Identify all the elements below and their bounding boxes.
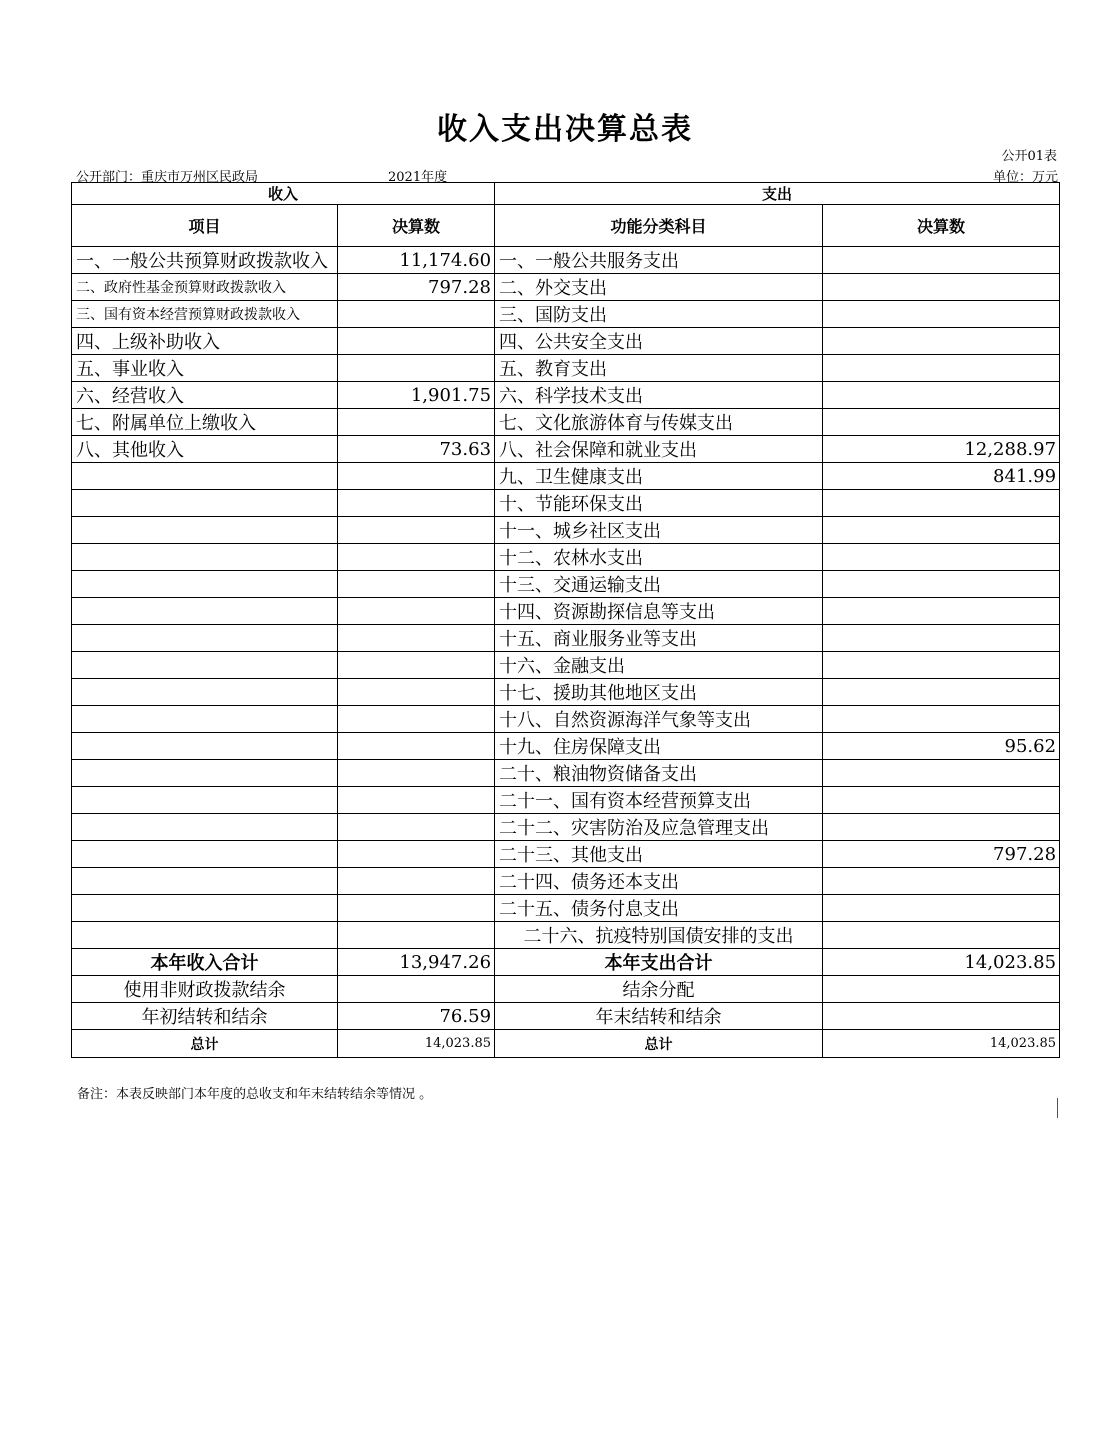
expense-amount-cell	[823, 868, 1060, 895]
expense-amount-cell	[823, 355, 1060, 382]
expense-amount-cell	[823, 598, 1060, 625]
beginning-balance-value: 76.59	[338, 1003, 495, 1030]
ending-balance-label: 年末结转和结余	[495, 1003, 823, 1030]
expense-item-cell: 十八、自然资源海洋气象等支出	[495, 706, 823, 733]
income-amount-cell: 1,901.75	[338, 382, 495, 409]
expense-item-cell: 二十四、债务还本支出	[495, 868, 823, 895]
income-item-cell: 七、附属单位上缴收入	[72, 409, 338, 436]
expense-item-cell: 十三、交通运输支出	[495, 571, 823, 598]
balance-distribution-value	[823, 976, 1060, 1003]
report-meta	[76, 166, 1058, 185]
income-grand-total-value: 14,023.85	[338, 1030, 495, 1058]
table-row	[72, 895, 1060, 922]
expense-amount-cell	[823, 274, 1060, 301]
table-row	[72, 598, 1060, 625]
section-header-row	[72, 183, 1060, 205]
table-row	[72, 571, 1060, 598]
expense-item-cell: 十七、援助其他地区支出	[495, 679, 823, 706]
expense-amount-cell: 95.62	[823, 733, 1060, 760]
table-row	[72, 679, 1060, 706]
income-item-cell	[72, 706, 338, 733]
income-amount-cell	[338, 787, 495, 814]
footnote: 备注：本表反映部门本年度的总收支和年末结转结余等情况 。	[77, 1087, 433, 1102]
margin-mark	[1057, 1098, 1058, 1118]
expense-item-cell: 九、卫生健康支出	[495, 463, 823, 490]
income-amount-cell	[338, 328, 495, 355]
income-amount-cell	[338, 760, 495, 787]
expense-amount-cell: 797.28	[823, 841, 1060, 868]
income-item-cell	[72, 868, 338, 895]
expense-amount-cell	[823, 895, 1060, 922]
expense-amount-cell	[823, 409, 1060, 436]
income-amount-cell	[338, 922, 495, 949]
expense-total-label: 本年支出合计	[495, 949, 823, 976]
income-item-cell: 五、事业收入	[72, 355, 338, 382]
income-item-cell	[72, 571, 338, 598]
expense-amount-cell	[823, 247, 1060, 274]
income-total-value: 13,947.26	[338, 949, 495, 976]
expense-amount-cell	[823, 652, 1060, 679]
income-item-cell	[72, 490, 338, 517]
grand-total-row	[72, 1030, 1060, 1058]
income-amount-cell	[338, 517, 495, 544]
expense-item-cell: 十四、资源勘探信息等支出	[495, 598, 823, 625]
income-item-cell	[72, 922, 338, 949]
expense-item-cell: 二十、粮油物资储备支出	[495, 760, 823, 787]
expense-amount-cell	[823, 382, 1060, 409]
expense-grand-total-value: 14,023.85	[823, 1030, 1060, 1058]
table-row	[72, 922, 1060, 949]
table-row	[72, 625, 1060, 652]
income-amount-cell	[338, 571, 495, 598]
table-row	[72, 787, 1060, 814]
income-item-cell	[72, 463, 338, 490]
table-row	[72, 760, 1060, 787]
table-row	[72, 544, 1060, 571]
income-item-cell	[72, 760, 338, 787]
table-row	[72, 274, 1060, 301]
nonfiscal-balance-label: 使用非财政拨款结余	[72, 976, 338, 1003]
income-item-cell: 二、政府性基金预算财政拨款收入	[72, 274, 338, 301]
income-amount-cell	[338, 814, 495, 841]
income-amount-cell	[338, 463, 495, 490]
expense-amount-cell	[823, 706, 1060, 733]
expense-amount-cell	[823, 301, 1060, 328]
expense-item-cell: 十、节能环保支出	[495, 490, 823, 517]
table-row	[72, 409, 1060, 436]
table-row	[72, 463, 1060, 490]
income-amount-cell	[338, 706, 495, 733]
income-amount-cell	[338, 868, 495, 895]
income-amount-cell	[338, 409, 495, 436]
table-row	[72, 733, 1060, 760]
expense-item-cell: 四、公共安全支出	[495, 328, 823, 355]
income-amount-cell	[338, 652, 495, 679]
income-section-header: 收入	[72, 183, 495, 205]
income-item-cell: 三、国有资本经营预算财政拨款收入	[72, 301, 338, 328]
expense-item-cell: 十九、住房保障支出	[495, 733, 823, 760]
department-label: 公开部门：重庆市万州区民政局	[76, 170, 259, 185]
col-header-expense-amount: 决算数	[823, 205, 1060, 247]
table-row	[72, 436, 1060, 463]
income-item-cell: 六、经营收入	[72, 382, 338, 409]
table-row	[72, 382, 1060, 409]
income-amount-cell	[338, 301, 495, 328]
page-title: 收入支出决算总表	[437, 112, 693, 147]
expense-item-cell: 七、文化旅游体育与传媒支出	[495, 409, 823, 436]
expense-amount-cell	[823, 328, 1060, 355]
expense-item-cell: 六、科学技术支出	[495, 382, 823, 409]
table-row	[72, 706, 1060, 733]
col-header-function: 功能分类科目	[495, 205, 823, 247]
expense-section-header: 支出	[495, 183, 1060, 205]
table-row	[72, 517, 1060, 544]
expense-grand-total-label: 总计	[495, 1030, 823, 1058]
income-amount-cell	[338, 598, 495, 625]
summary-row	[72, 976, 1060, 1003]
income-amount-cell	[338, 841, 495, 868]
expense-item-cell: 二十五、债务付息支出	[495, 895, 823, 922]
expense-total-value: 14,023.85	[823, 949, 1060, 976]
income-amount-cell: 11,174.60	[338, 247, 495, 274]
income-amount-cell: 73.63	[338, 436, 495, 463]
expense-item-cell: 二十一、国有资本经营预算支出	[495, 787, 823, 814]
nonfiscal-balance-value	[338, 976, 495, 1003]
summary-row	[72, 949, 1060, 976]
income-amount-cell	[338, 733, 495, 760]
col-header-income-amount: 决算数	[338, 205, 495, 247]
expense-item-cell: 五、教育支出	[495, 355, 823, 382]
budget-table	[71, 182, 1060, 1058]
income-item-cell	[72, 517, 338, 544]
income-amount-cell	[338, 355, 495, 382]
balance-distribution-label: 结余分配	[495, 976, 823, 1003]
table-row	[72, 490, 1060, 517]
form-number: 公开01表	[1001, 149, 1057, 164]
expense-amount-cell	[823, 517, 1060, 544]
income-item-cell	[72, 679, 338, 706]
income-amount-cell	[338, 625, 495, 652]
table-row	[72, 301, 1060, 328]
table-row	[72, 841, 1060, 868]
expense-amount-cell	[823, 787, 1060, 814]
income-item-cell	[72, 544, 338, 571]
income-item-cell: 一、一般公共预算财政拨款收入	[72, 247, 338, 274]
expense-amount-cell: 841.99	[823, 463, 1060, 490]
expense-amount-cell	[823, 571, 1060, 598]
expense-item-cell: 十六、金融支出	[495, 652, 823, 679]
income-amount-cell	[338, 679, 495, 706]
table-row	[72, 868, 1060, 895]
expense-item-cell: 二十三、其他支出	[495, 841, 823, 868]
income-item-cell	[72, 598, 338, 625]
expense-amount-cell	[823, 814, 1060, 841]
expense-item-cell: 二十二、灾害防治及应急管理支出	[495, 814, 823, 841]
beginning-balance-label: 年初结转和结余	[72, 1003, 338, 1030]
table-row	[72, 355, 1060, 382]
ending-balance-value	[823, 1003, 1060, 1030]
expense-item-cell: 二十六、抗疫特别国债安排的支出	[495, 922, 823, 949]
expense-item-cell: 三、国防支出	[495, 301, 823, 328]
fiscal-year-label: 2021年度	[388, 170, 448, 185]
expense-item-cell: 十二、农林水支出	[495, 544, 823, 571]
expense-amount-cell	[823, 625, 1060, 652]
income-item-cell	[72, 787, 338, 814]
income-item-cell	[72, 652, 338, 679]
expense-amount-cell	[823, 760, 1060, 787]
expense-item-cell: 十五、商业服务业等支出	[495, 625, 823, 652]
income-grand-total-label: 总计	[72, 1030, 338, 1058]
income-item-cell	[72, 814, 338, 841]
summary-row	[72, 1003, 1060, 1030]
income-amount-cell: 797.28	[338, 274, 495, 301]
income-item-cell	[72, 625, 338, 652]
table-row	[72, 652, 1060, 679]
table-row	[72, 814, 1060, 841]
expense-item-cell: 二、外交支出	[495, 274, 823, 301]
income-item-cell: 八、其他收入	[72, 436, 338, 463]
income-amount-cell	[338, 490, 495, 517]
table-row	[72, 328, 1060, 355]
col-header-item: 项目	[72, 205, 338, 247]
expense-item-cell: 十一、城乡社区支出	[495, 517, 823, 544]
expense-amount-cell: 12,288.97	[823, 436, 1060, 463]
table-row	[72, 247, 1060, 274]
expense-amount-cell	[823, 544, 1060, 571]
column-header-row	[72, 205, 1060, 247]
income-amount-cell	[338, 544, 495, 571]
unit-label: 单位：万元	[992, 170, 1058, 185]
expense-amount-cell	[823, 490, 1060, 517]
income-item-cell	[72, 841, 338, 868]
expense-amount-cell	[823, 679, 1060, 706]
income-item-cell: 四、上级补助收入	[72, 328, 338, 355]
income-item-cell	[72, 895, 338, 922]
expense-item-cell: 八、社会保障和就业支出	[495, 436, 823, 463]
income-amount-cell	[338, 895, 495, 922]
expense-amount-cell	[823, 922, 1060, 949]
income-total-label: 本年收入合计	[72, 949, 338, 976]
expense-item-cell: 一、一般公共服务支出	[495, 247, 823, 274]
income-item-cell	[72, 733, 338, 760]
